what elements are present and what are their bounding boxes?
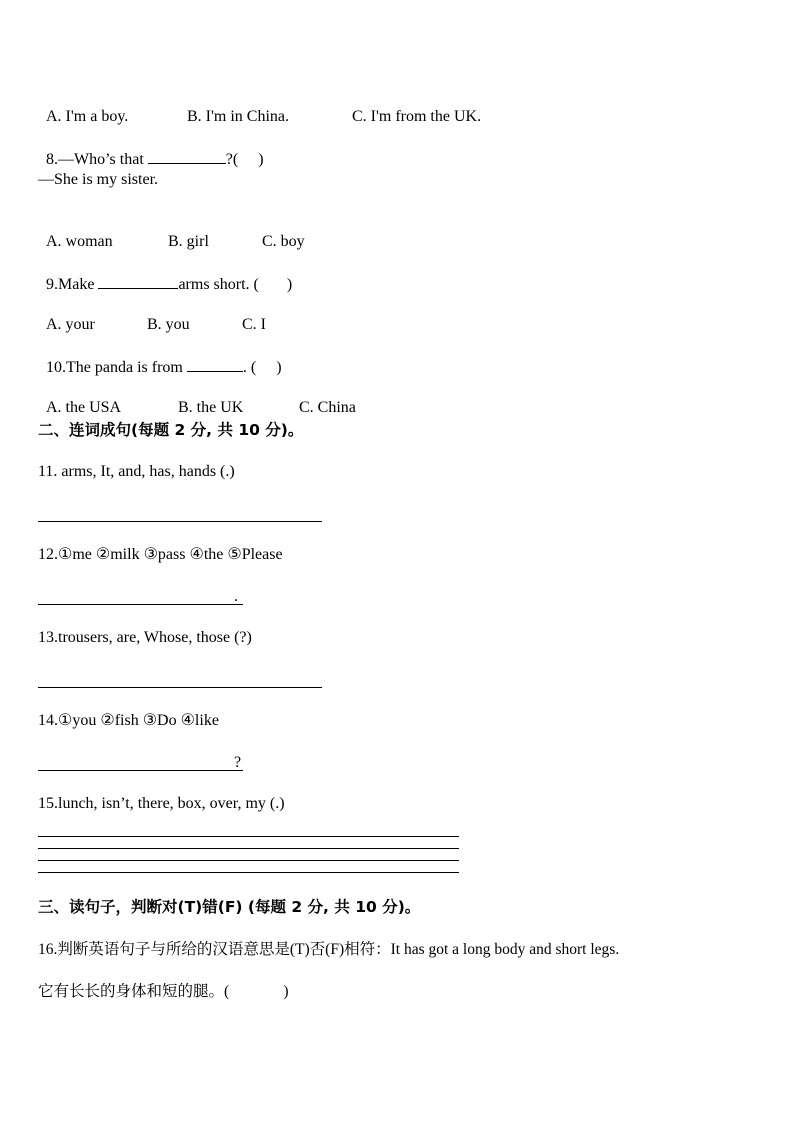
q16-statement: 16.判断英语句子与所给的汉语意思是(T)否(F)相符：It has got a long body and short legs. — [38, 941, 620, 958]
q8-blank[interactable] — [148, 149, 226, 164]
q7-option-a[interactable]: A. I'm a boy. — [46, 108, 129, 125]
q9-option-c[interactable]: C. I — [242, 316, 266, 333]
q15-answer-line-1[interactable] — [38, 836, 459, 837]
q8-options — [38, 212, 305, 252]
q9-prefix: 9.Make — [46, 276, 99, 293]
q10-options — [38, 378, 356, 418]
q15-question: 15.lunch, isn’t, there, box, over, my (.) — [38, 795, 285, 812]
q12-answer-line[interactable] — [38, 604, 243, 605]
q10-question — [38, 337, 282, 378]
q14-question: 14.①you ②fish ③Do ④like — [38, 712, 219, 729]
q8-option-b[interactable]: B. girl — [168, 233, 209, 250]
q14-end-mark: ? — [234, 754, 242, 771]
q11-answer-line[interactable] — [38, 521, 322, 522]
q8-option-a[interactable]: A. woman — [46, 233, 113, 250]
q15-answer-line-3[interactable] — [38, 860, 459, 861]
q15-answer-line-4[interactable] — [38, 872, 459, 873]
q12-question: 12.①me ②milk ③pass ④the ⑤Please — [38, 546, 283, 563]
q7-options — [38, 87, 481, 127]
q10-suffix: . ( ) — [242, 359, 282, 376]
q14-answer-line[interactable] — [38, 770, 243, 771]
q13-answer-line[interactable] — [38, 687, 322, 688]
q9-blank[interactable] — [98, 274, 178, 289]
q10-option-b[interactable]: B. the UK — [178, 399, 244, 416]
q10-option-a[interactable]: A. the USA — [46, 399, 122, 416]
section-3-heading: 三、读句子，判断对(T)错(F) (每题 2 分, 共 10 分)。 — [38, 898, 421, 916]
q9-option-b[interactable]: B. you — [147, 316, 190, 333]
q16-translation: 它有长长的身体和短的腿。( ) — [38, 983, 289, 1000]
q7-option-c[interactable]: C. I'm from the UK. — [352, 108, 482, 125]
q12-end-mark: . — [234, 588, 238, 605]
q8-prefix: 8.—Who’s that — [46, 151, 148, 168]
q9-option-a[interactable]: A. your — [46, 316, 95, 333]
q10-blank[interactable] — [187, 357, 243, 372]
q9-suffix: arms short. ( ) — [178, 276, 293, 293]
q8-suffix: ?( ) — [225, 151, 264, 168]
q9-options — [38, 295, 266, 335]
q8-question — [38, 129, 264, 170]
q15-answer-line-2[interactable] — [38, 848, 459, 849]
q7-option-b[interactable]: B. I'm in China. — [187, 108, 289, 125]
q10-prefix: 10.The panda is from — [46, 359, 187, 376]
q11-question: 11. arms, It, and, has, hands (.) — [38, 463, 235, 480]
q8-option-c[interactable]: C. boy — [262, 233, 305, 250]
section-2-heading: 二、连词成句(每题 2 分, 共 10 分)。 — [38, 421, 304, 439]
q9-question — [38, 254, 292, 295]
q8-answer-line: —She is my sister. — [38, 171, 159, 188]
q10-option-c[interactable]: C. China — [299, 399, 356, 416]
q13-question: 13.trousers, are, Whose, those (?) — [38, 629, 252, 646]
